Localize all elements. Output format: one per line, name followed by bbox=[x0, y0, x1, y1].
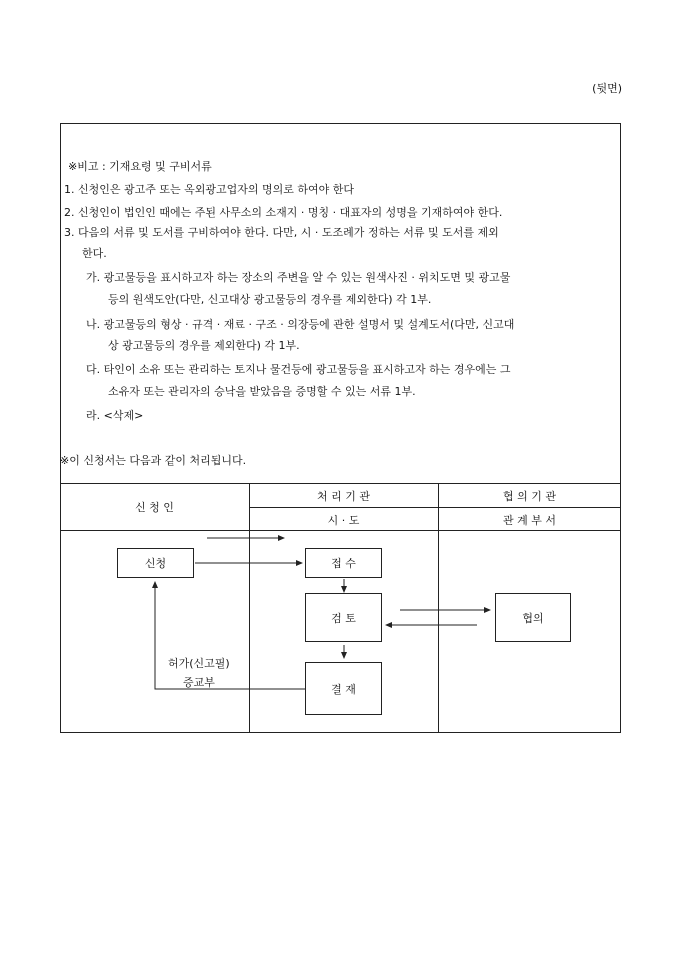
note-item-da-cont: 소유자 또는 관리자의 승낙을 받았음을 증명할 수 있는 서류 1부. bbox=[108, 385, 416, 398]
box-consult: 협의 bbox=[495, 593, 571, 642]
permit-label: 허가(신고필) bbox=[168, 657, 230, 670]
table-header-bottom bbox=[60, 530, 621, 531]
col-applicant: 신 청 인 bbox=[135, 501, 174, 514]
box-apply: 신청 bbox=[117, 548, 194, 578]
notes-title: ※비고 : 기재요령 및 구비서류 bbox=[68, 160, 212, 173]
note-item-na-cont: 상 광고물등의 경우를 제외한다) 각 1부. bbox=[108, 339, 300, 352]
box-approve: 결 재 bbox=[305, 662, 382, 715]
process-note: ※이 신청서는 다음과 같이 처리됩니다. bbox=[60, 454, 247, 467]
note-item-1: 1. 신청인은 광고주 또는 옥외광고업자의 명의로 하여야 한다 bbox=[64, 183, 354, 196]
permit-label-cont: 증교부 bbox=[183, 676, 215, 689]
note-item-3-cont: 한다. bbox=[82, 247, 107, 260]
note-item-2: 2. 신청인이 법인인 때에는 주된 사무소의 소재지 · 명칭 · 대표자의 성명을 기재하여야 한다. bbox=[64, 206, 503, 219]
note-item-ga: 가. 광고물등을 표시하고자 하는 장소의 주변을 알 수 있는 원색사진 · 위치도면 및 광고물 bbox=[86, 271, 511, 284]
page-label: (뒷면) bbox=[592, 82, 622, 95]
box-review: 검 토 bbox=[305, 593, 382, 642]
note-item-ga-cont: 등의 원색도안(다만, 신고대상 광고물등의 경우를 제외한다) 각 1부. bbox=[108, 293, 432, 306]
col-consult: 협 의 기 관 bbox=[503, 490, 556, 503]
note-item-na: 나. 광고물등의 형상 · 규격 · 재료 · 구조 · 의장등에 관한 설명서 및 설계도서(다만, 신고대 bbox=[86, 318, 515, 331]
col-processing-sub: 시 · 도 bbox=[327, 514, 360, 527]
col-processing: 처 리 기 관 bbox=[317, 490, 370, 503]
table-top-border bbox=[60, 483, 621, 484]
note-item-da: 다. 타인이 소유 또는 관리하는 토지나 물건등에 광고물등을 표시하고자 하는 경우에는 그 bbox=[86, 363, 511, 376]
col-consult-sub: 관 계 부 서 bbox=[503, 514, 556, 527]
box-receive: 접 수 bbox=[305, 548, 382, 578]
note-item-ra: 라. <삭제> bbox=[86, 409, 144, 422]
table-header-divider bbox=[249, 507, 621, 508]
note-item-3: 3. 다음의 서류 및 도서를 구비하여야 한다. 다만, 시 · 도조례가 정하는 서류 및 도서를 제외 bbox=[64, 226, 499, 239]
